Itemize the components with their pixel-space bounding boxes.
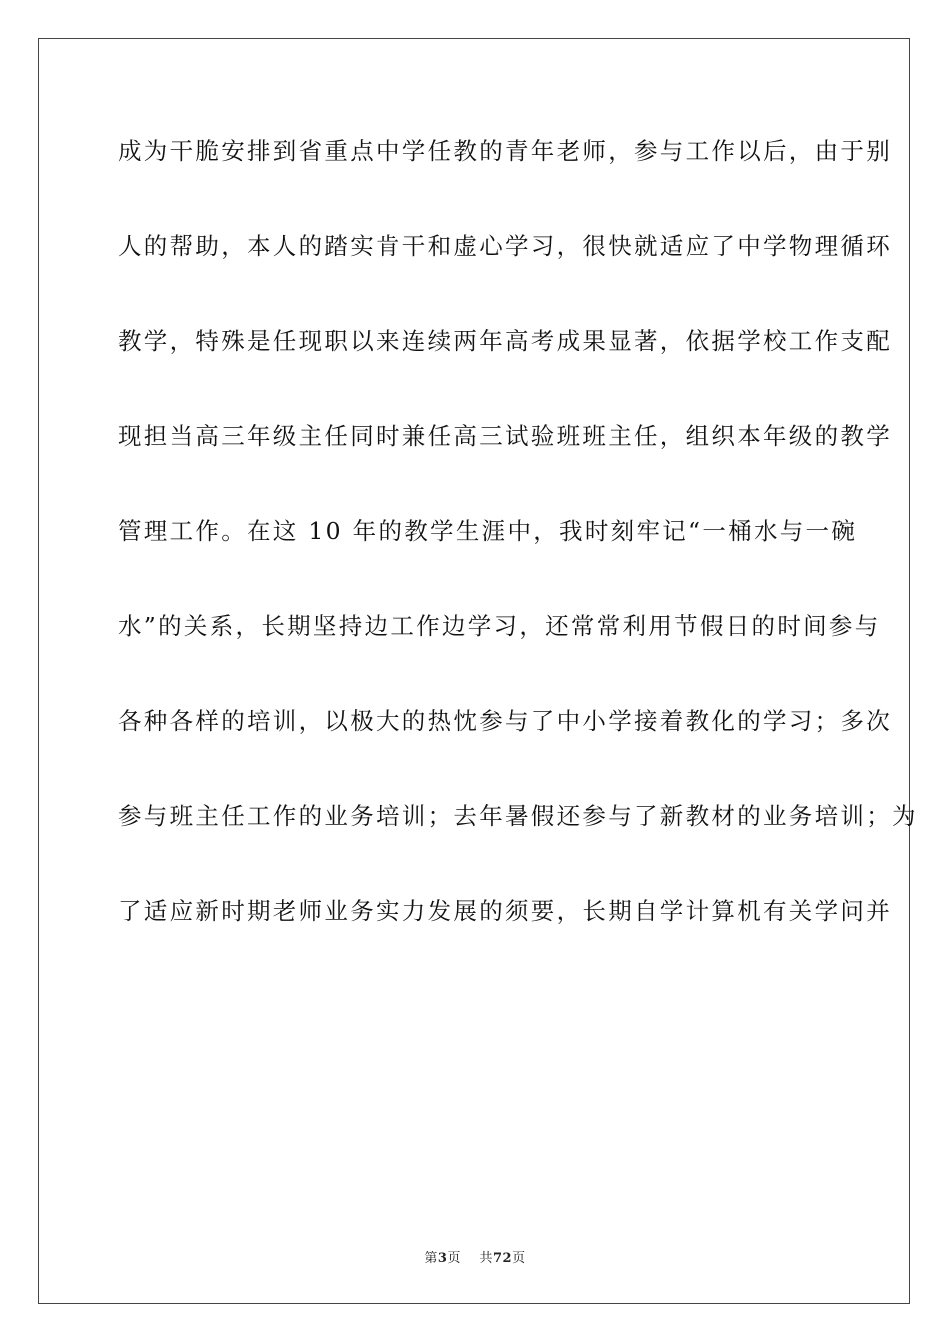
page-suffix: 页 (447, 1251, 461, 1266)
page-prefix: 第 (424, 1251, 438, 1266)
total-pages-label (479, 1251, 525, 1266)
text-line: 教学，特殊是任现职以来连续两年高考成果显著，依据学校工作支配 (118, 327, 892, 355)
text-line: 各种各样的培训，以极大的热忱参与了中小学接着教化的学习；多次 (118, 707, 892, 735)
text-line: 管理工作。在这 10 年的教学生涯中，我时刻牢记“一桶水与一碗 (118, 517, 858, 545)
text-line: 水”的关系，长期坚持边工作边学习，还常常利用节假日的时间参与 (118, 612, 881, 640)
total-suffix: 页 (512, 1251, 526, 1266)
text-line: 成为干脆安排到省重点中学任教的青年老师，参与工作以后，由于别 (118, 137, 892, 165)
document-body (118, 130, 918, 985)
total-pages: 72 (493, 1251, 513, 1266)
text-line: 参与班主任工作的业务培训；去年暑假还参与了新教材的业务培训；为 (118, 802, 918, 830)
page-number: 3 (437, 1251, 448, 1266)
text-line: 了适应新时期老师业务实力发展的须要，长期自学计算机有关学问并 (118, 897, 892, 925)
page-footer (0, 1247, 950, 1266)
page-number-label (424, 1251, 461, 1266)
total-prefix: 共 (479, 1251, 493, 1266)
text-line: 现担当高三年级主任同时兼任高三试验班班主任，组织本年级的教学 (118, 422, 892, 450)
text-line: 人的帮助，本人的踏实肯干和虚心学习，很快就适应了中学物理循环 (118, 232, 892, 260)
